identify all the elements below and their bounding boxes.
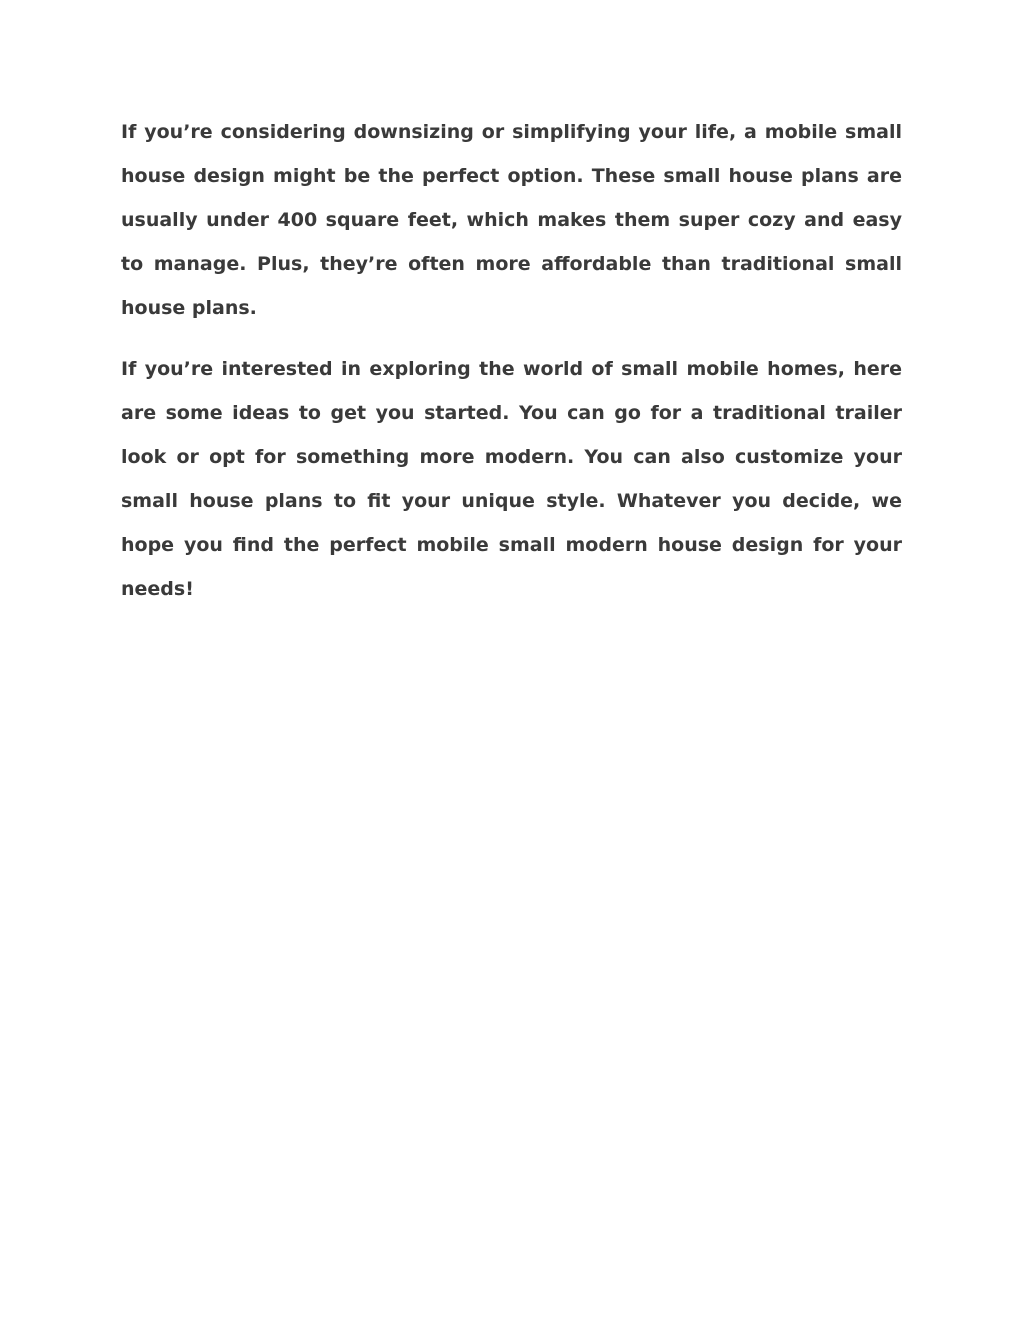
document-body: [121, 110, 902, 611]
paragraph-1: If you’re considering downsizing or simplifying your life, a mobile small house design might be the perfect option. These small house plans are usually under 400 square feet, which makes them super cozy and easy to manage. Plus, they’re often more affordable than traditional small house plans.: [121, 121, 902, 319]
paragraph-2: If you’re interested in exploring the world of small mobile homes, here are some ideas to get you started. You can go for a traditional trailer look or opt for something more modern. You can also customize your small house plans to fit your unique style. Whatever you decide, we hope you find the perfect mobile small modern house design for your needs!: [121, 358, 902, 600]
